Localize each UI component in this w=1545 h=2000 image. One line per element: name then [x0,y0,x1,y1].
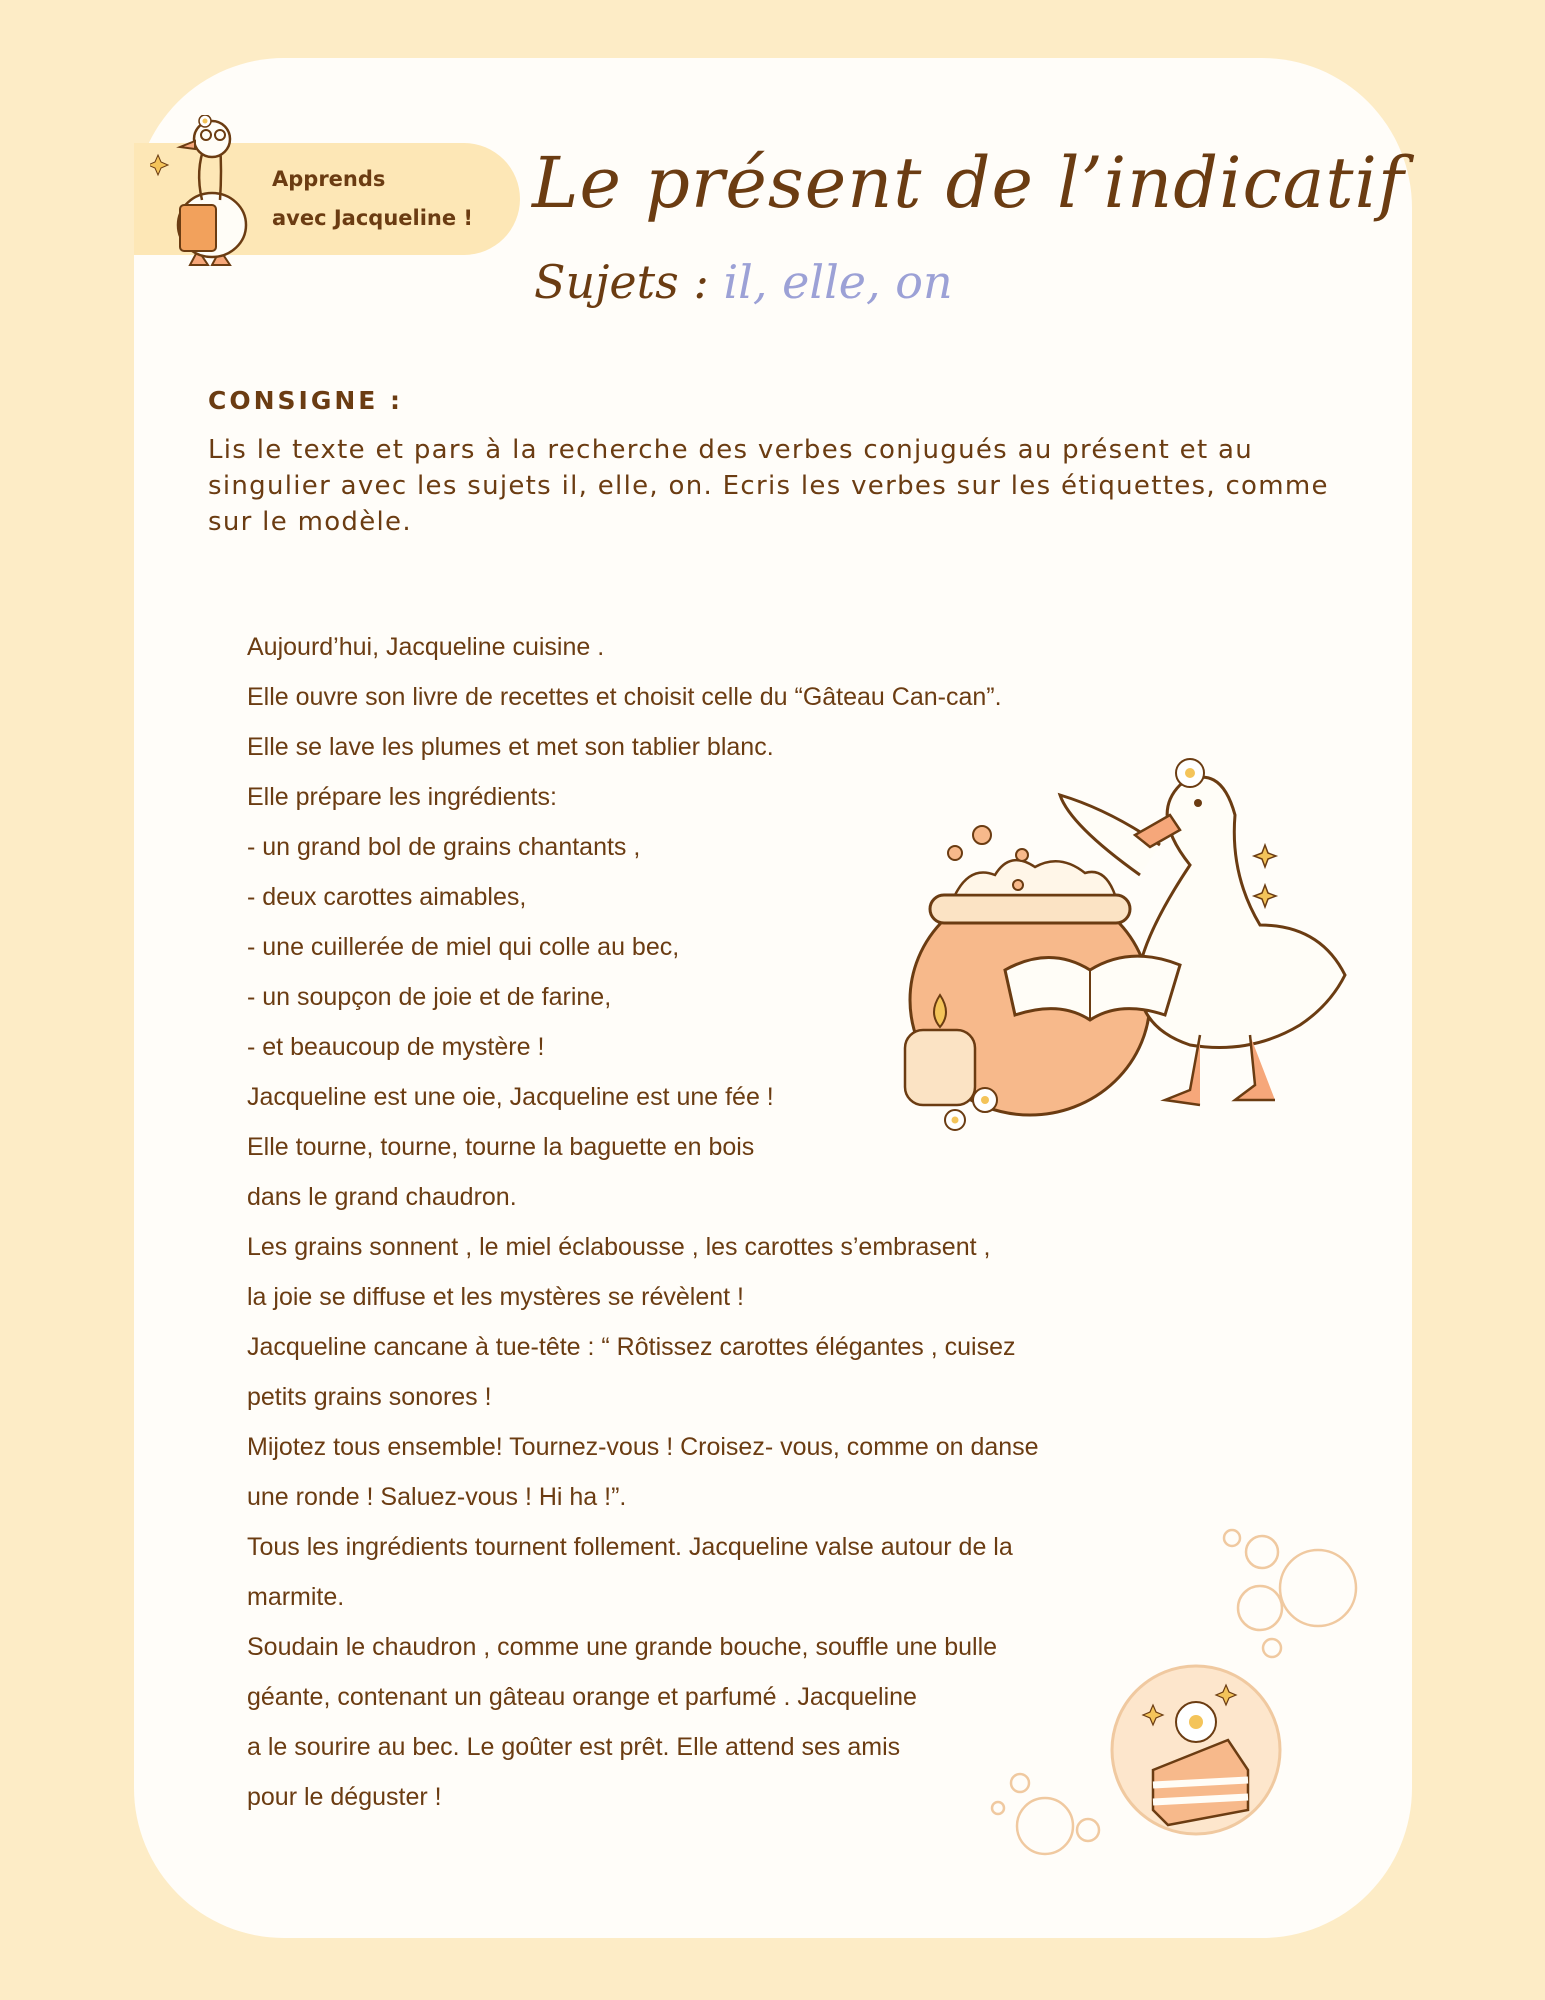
story-line: Aujourd’hui, Jacqueline cuisine . [247,633,605,661]
story-line: marmite. [247,1583,345,1611]
bubbles-small-icon [990,1768,1105,1858]
badge-text [272,160,502,238]
consigne-text: Lis le texte et pars à la recherche des verbes conjugués au présent et au singulier avec les sujets il, elle, on. Ecris les verbes sur les étiquettes, comme sur le modèle. [208,435,1329,537]
page-subtitle [534,255,953,309]
story-line: dans le grand chaudron. [247,1183,517,1211]
story-line: Mijotez tous ensemble! Tournez-vous ! Croisez- vous, comme on danse [247,1433,1039,1461]
badge-line-2: avec Jacqueline ! [272,206,473,230]
story-line: Elle tourne, tourne, tourne la baguette en bois [247,1133,755,1161]
story-line: Soudain le chaudron , comme une grande bouche, souffle une bulle [247,1633,998,1661]
goose-cauldron-illustration [900,755,1370,1155]
story-line: Jacqueline est une oie, Jacqueline est une fée ! [247,1083,774,1111]
badge-line-1: Apprends [272,167,386,191]
story-line: Jacqueline cancane à tue-tête : “ Rôtissez carottes élégantes , cuisez [247,1333,1016,1361]
story-line: Elle prépare les ingrédients: [247,783,557,811]
story-line: - un soupçon de joie et de farine, [247,983,612,1011]
story-line: la joie se diffuse et les mystères se révèlent ! [247,1283,744,1311]
story-line: pour le déguster ! [247,1783,442,1811]
story-line: Les grains sonnent , le miel éclabousse , les carottes s’embrasent , [247,1233,991,1261]
story-line: - deux carottes aimables, [247,883,527,911]
page-title: Le présent de l’indicatif [532,142,1405,224]
story-line: Elle ouvre son livre de recettes et choisit celle du “Gâteau Can-can”. [247,683,1002,711]
subtitle-subjects: il, elle, on [723,255,953,309]
subtitle-prefix: Sujets : [534,255,709,309]
story-line: Tous les ingrédients tournent follement. Jacqueline valse autour de la [247,1533,1013,1561]
story-line: - une cuillerée de miel qui colle au bec, [247,933,680,961]
bubbles-icon [1220,1520,1370,1660]
story-line: petits grains sonores ! [247,1383,492,1411]
goose-mascot-icon [150,115,265,280]
story-line: Elle se lave les plumes et met son tablier blanc. [247,733,774,761]
story-line: une ronde ! Saluez-vous ! Hi ha !”. [247,1483,627,1511]
story-line: géante, contenant un gâteau orange et parfumé . Jacqueline [247,1683,917,1711]
cake-icon [1108,1660,1283,1840]
story-line: - et beaucoup de mystère ! [247,1033,545,1061]
consigne-label: CONSIGNE : [208,386,404,415]
story-line: - un grand bol de grains chantants , [247,833,641,861]
story-line: a le sourire au bec. Le goûter est prêt. Elle attend ses amis [247,1733,901,1761]
